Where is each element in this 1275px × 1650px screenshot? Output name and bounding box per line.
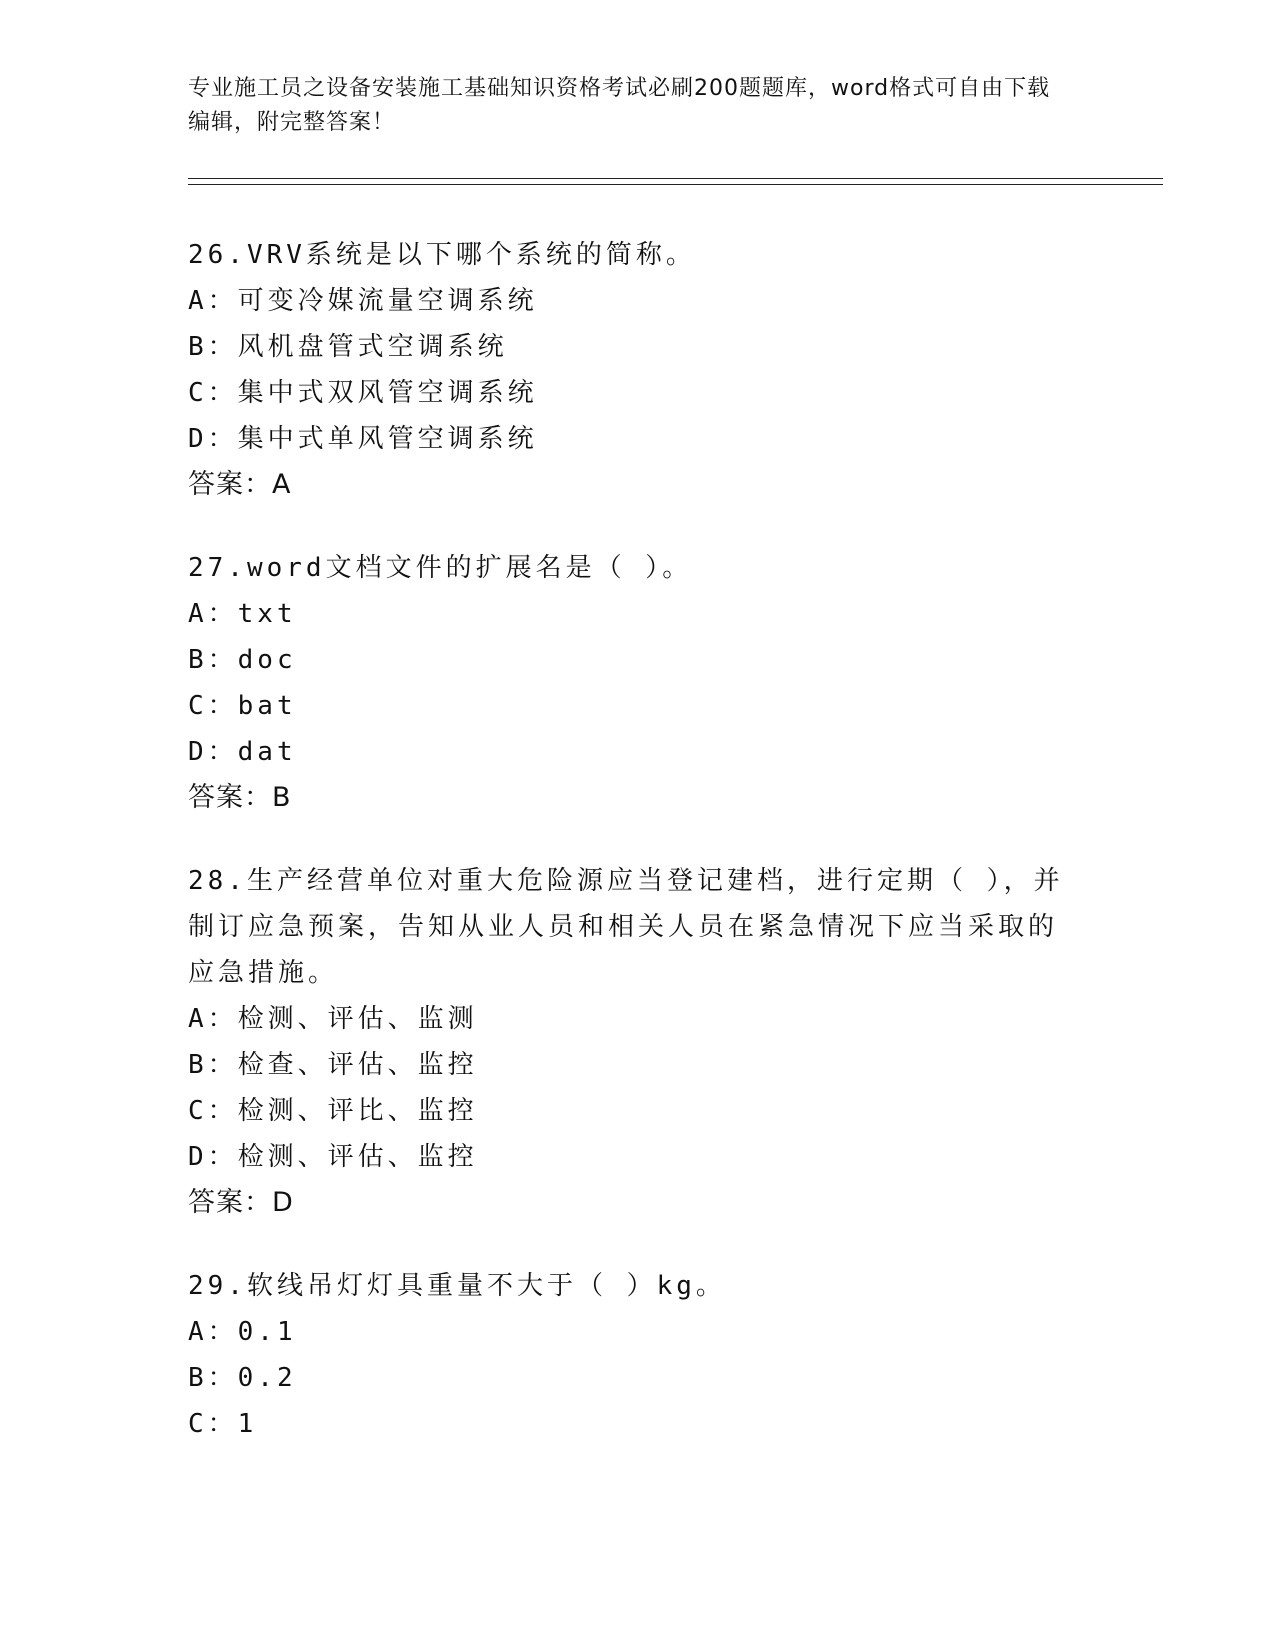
- option-c: C：集中式双风管空调系统: [188, 378, 538, 408]
- option-c: C：检测、评比、监控: [188, 1096, 478, 1126]
- option-d: D：dat: [188, 737, 297, 767]
- question-stem: 26.VRV系统是以下哪个系统的简称。: [188, 240, 696, 270]
- option-b: B：0.2: [188, 1363, 297, 1393]
- option-a: A：可变冷媒流量空调系统: [188, 286, 538, 316]
- header-divider-top: [188, 178, 1163, 179]
- option-d: D：集中式单风管空调系统: [188, 424, 538, 454]
- option-a: A：0.1: [188, 1317, 297, 1347]
- option-d: D：检测、评估、监控: [188, 1142, 478, 1172]
- question-stem: 27.word文档文件的扩展名是（ ）。: [188, 553, 693, 583]
- question-list: [188, 232, 1068, 1484]
- question-28: [188, 858, 1068, 1226]
- option-a: A：检测、评估、监测: [188, 1004, 478, 1034]
- option-b: B：doc: [188, 645, 297, 675]
- option-b: B：检查、评估、监控: [188, 1050, 478, 1080]
- answer-line: 答案：B: [188, 782, 292, 813]
- question-27: [188, 545, 1068, 821]
- option-a: A：txt: [188, 599, 297, 629]
- option-c: C：1: [188, 1409, 258, 1439]
- question-29: [188, 1263, 1068, 1447]
- question-stem: 29.软线吊灯灯具重量不大于（ ）kg。: [188, 1271, 726, 1301]
- answer-line: 答案：A: [188, 469, 292, 500]
- option-b: B：风机盘管式空调系统: [188, 332, 508, 362]
- question-stem: 28.生产经营单位对重大危险源应当登记建档，进行定期（ ），并制订应急预案，告知从业人员和相关人员在紧急情况下应当采取的应急措施。: [188, 866, 1064, 988]
- document-header: 专业施工员之设备安装施工基础知识资格考试必刷200题题库，word格式可自由下载编辑，附完整答案！: [188, 76, 1051, 135]
- option-c: C：bat: [188, 691, 297, 721]
- answer-line: 答案：D: [188, 1187, 294, 1218]
- header-divider-bottom: [188, 184, 1163, 185]
- question-26: [188, 232, 1068, 508]
